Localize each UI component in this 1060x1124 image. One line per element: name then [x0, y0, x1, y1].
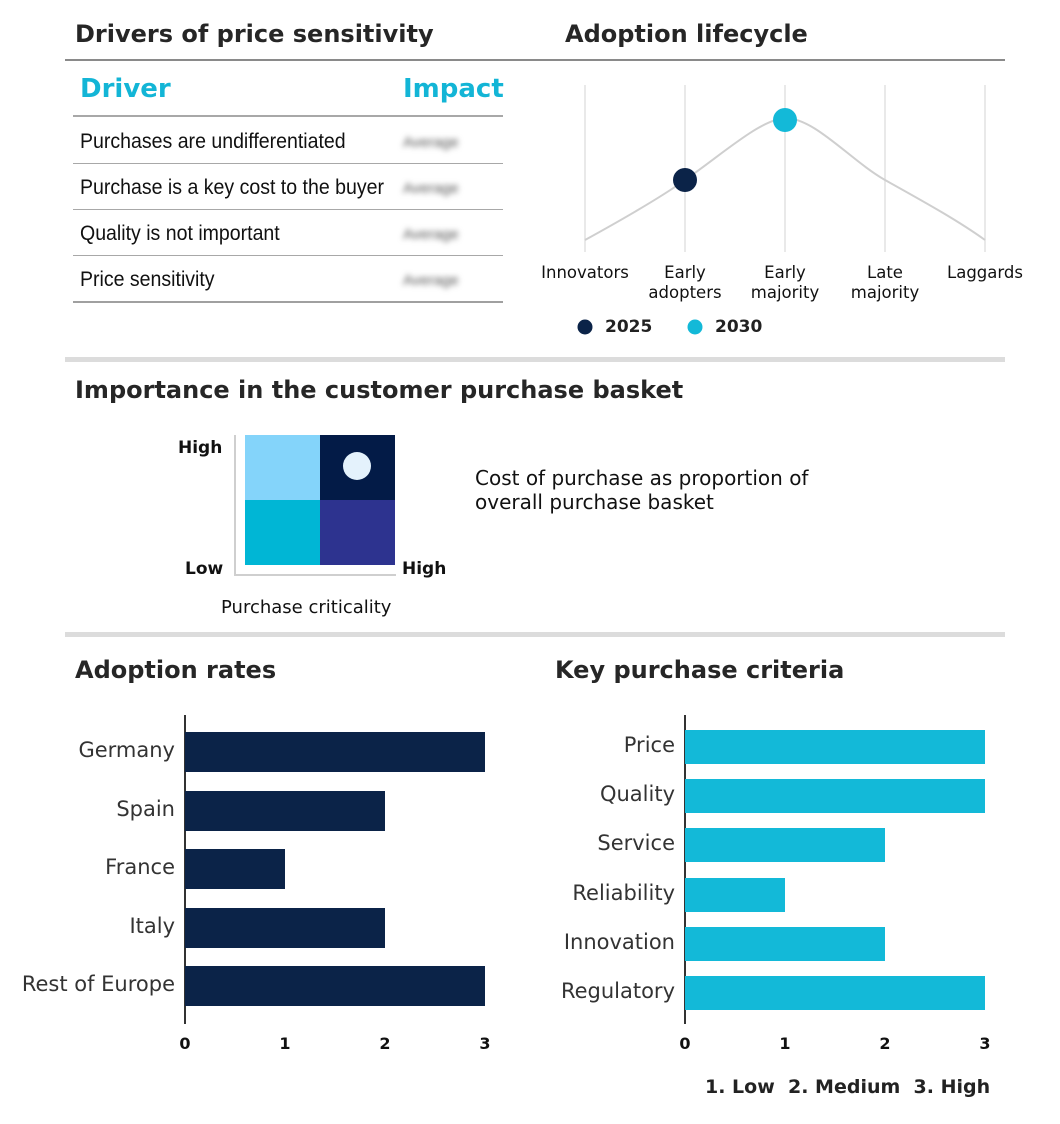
- marker-2025: [673, 168, 697, 192]
- driver-label: Quality is not important: [80, 222, 280, 245]
- category-label: Innovation: [563, 929, 675, 954]
- x-tick-label: 0: [179, 1034, 191, 1053]
- category-label: Service: [597, 831, 675, 856]
- x-tick-label: 1: [279, 1034, 291, 1053]
- category-label: France: [105, 855, 175, 879]
- section-divider: [65, 632, 1005, 637]
- bar: [685, 976, 985, 1010]
- driver-label: Purchases are undifferentiated: [80, 130, 346, 153]
- driver-header: Driver: [80, 74, 171, 104]
- scale-legend: [705, 1076, 990, 1098]
- bar: [685, 927, 885, 961]
- basket-description: Cost of purchase as proportion of overall purchase basket: [475, 466, 809, 514]
- bar: [185, 908, 385, 948]
- legend-label-2025: 2025: [605, 317, 653, 337]
- x-axis-label: Purchase criticality: [221, 597, 392, 618]
- category-label: Spain: [116, 796, 175, 821]
- x-tick-label: 2: [379, 1034, 391, 1053]
- x-tick-label: 3: [979, 1034, 991, 1053]
- quadrant-low-low: [245, 500, 320, 565]
- marker-2030: [773, 108, 797, 132]
- stage-label: Early majority: [750, 263, 820, 302]
- matrix-x-axis: [234, 574, 396, 576]
- bar: [685, 878, 785, 912]
- impact-value: Average: [403, 134, 459, 151]
- impact-value: Average: [403, 226, 459, 243]
- section-divider: [65, 357, 1005, 362]
- kpc-title: Key purchase criteria: [555, 656, 845, 684]
- category-label: Reliability: [572, 880, 675, 905]
- x-tick-label: 0: [679, 1034, 691, 1053]
- impact-value: Average: [403, 272, 459, 289]
- matrix-y-axis: [234, 435, 236, 575]
- y-low-label: Low: [185, 559, 224, 579]
- impact-header: Impact: [403, 74, 504, 104]
- bar: [685, 779, 985, 813]
- stage-label: Late majority: [850, 263, 920, 302]
- driver-label: Price sensitivity: [80, 268, 215, 291]
- bar: [185, 966, 485, 1006]
- stage-label: Laggards: [947, 263, 1023, 282]
- legend-dot-2030: [688, 320, 703, 335]
- impact-value: Average: [403, 180, 459, 197]
- position-marker: [343, 452, 371, 480]
- category-label: Rest of Europe: [21, 972, 175, 996]
- lifecycle-chart: [0, 0, 1060, 360]
- x-tick-label: 3: [479, 1034, 491, 1053]
- adoption-rates-title: Adoption rates: [75, 656, 277, 684]
- category-label: Italy: [129, 913, 175, 938]
- category-label: Regulatory: [560, 979, 675, 1003]
- scale-medium: 2. Medium: [788, 1076, 901, 1098]
- drivers-title: Drivers of price sensitivity: [75, 20, 434, 48]
- stage-label: Innovators: [541, 263, 629, 282]
- y-high-label: High: [178, 438, 223, 458]
- category-label: Price: [623, 733, 675, 757]
- x-high-label: High: [402, 559, 447, 579]
- bar: [685, 730, 985, 764]
- quadrant-low-high: [245, 435, 320, 500]
- bar: [185, 791, 385, 831]
- lifecycle-title: Adoption lifecycle: [565, 20, 808, 48]
- x-tick-label: 1: [779, 1034, 791, 1053]
- bar: [185, 732, 485, 772]
- category-label: Quality: [599, 782, 675, 807]
- basket-title: Importance in the customer purchase basket: [75, 376, 684, 404]
- quadrant-high-low: [320, 500, 395, 565]
- scale-low: 1. Low: [705, 1076, 775, 1098]
- x-tick-label: 2: [879, 1034, 891, 1053]
- category-label: Germany: [78, 738, 175, 762]
- bar: [185, 849, 285, 889]
- bar: [685, 828, 885, 862]
- legend-label-2030: 2030: [715, 317, 763, 337]
- legend-dot-2025: [578, 320, 593, 335]
- scale-high: 3. High: [913, 1076, 991, 1098]
- driver-label: Purchase is a key cost to the buyer: [80, 176, 384, 199]
- stage-label: Early adopters: [648, 263, 722, 302]
